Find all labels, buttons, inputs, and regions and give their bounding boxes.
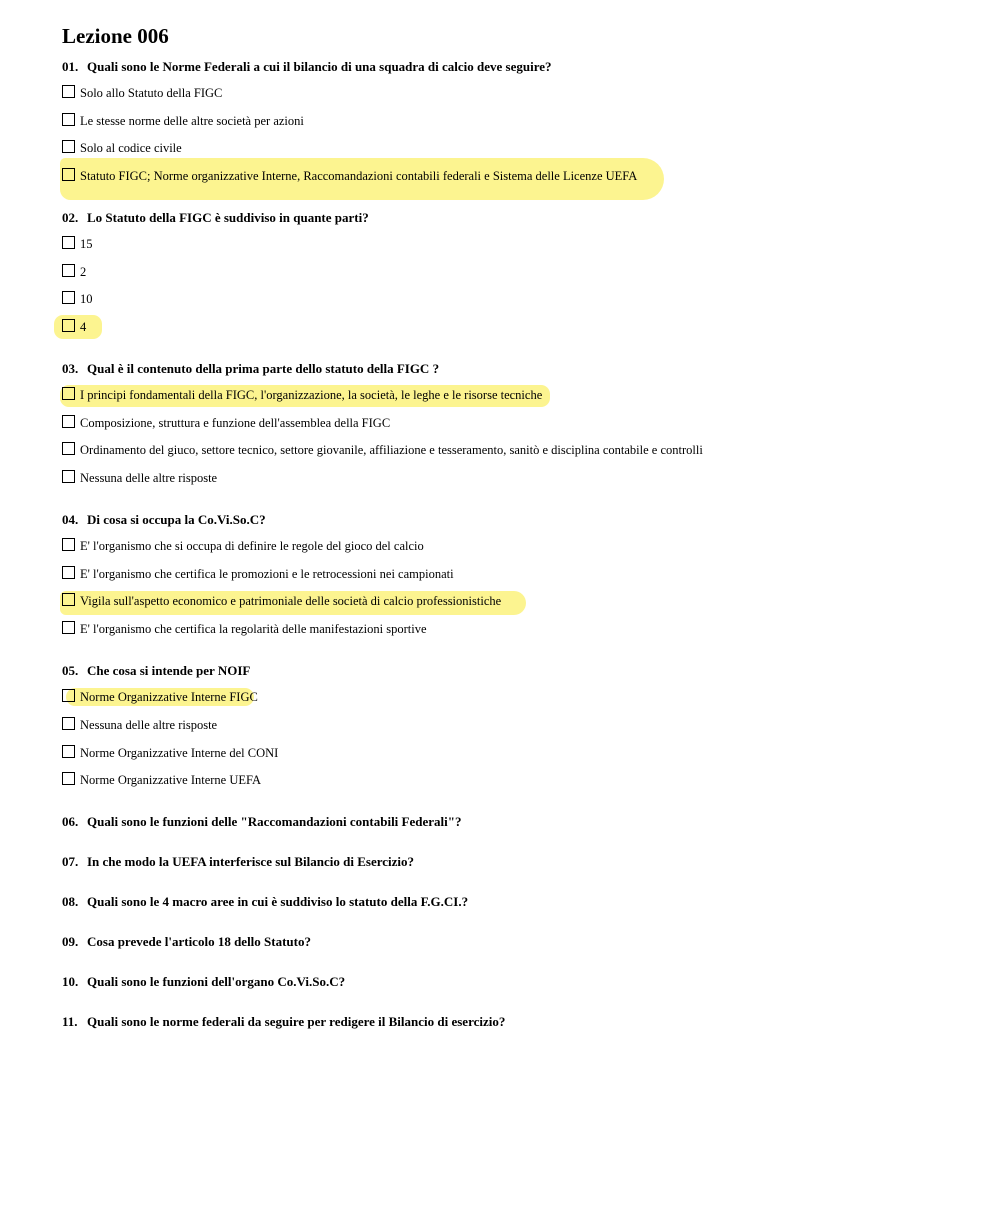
answer-text: E' l'organismo che certifica la regolarità delle manifestazioni sportive	[80, 622, 427, 636]
answer-checkbox[interactable]	[62, 745, 75, 758]
question-number: 05.	[62, 663, 79, 678]
answer-text: Le stesse norme delle altre società per azioni	[80, 114, 304, 128]
answer-checkbox[interactable]	[62, 717, 75, 730]
answer-checkbox[interactable]	[62, 113, 75, 126]
question-text: Lo Statuto della FIGC è suddiviso in quante parti?	[87, 210, 369, 225]
question-text: Quali sono le Norme Federali a cui il bilancio di una squadra di calcio deve seguire?	[87, 59, 552, 74]
answer-text: Composizione, struttura e funzione dell'assemblea della FIGC	[80, 416, 391, 430]
answer-text: Norme Organizzative Interne del CONI	[80, 746, 279, 760]
question-number: 09.	[62, 934, 79, 949]
answer-checkbox[interactable]	[62, 140, 75, 153]
question-heading	[62, 933, 311, 951]
answer-checkbox[interactable]	[62, 85, 75, 98]
answer-text: Norme Organizzative Interne UEFA	[80, 773, 262, 787]
answer-text: 4	[80, 320, 87, 334]
question-number: 10.	[62, 974, 79, 989]
question-text: Cosa prevede l'articolo 18 dello Statuto?	[87, 934, 311, 949]
answer-checkbox[interactable]	[62, 236, 75, 249]
question-heading	[62, 893, 468, 911]
question-number: 07.	[62, 854, 79, 869]
answer-checkbox[interactable]	[62, 470, 75, 483]
answer-text: Solo allo Statuto della FIGC	[80, 86, 223, 100]
answer-text: Nessuna delle altre risposte	[80, 471, 218, 485]
answer-text: I principi fondamentali della FIGC, l'organizzazione, la società, le leghe e le risorse tecniche	[80, 388, 543, 402]
question-text: Di cosa si occupa la Co.Vi.So.C?	[87, 512, 266, 527]
answer-checkbox[interactable]	[62, 538, 75, 551]
question-number: 03.	[62, 361, 79, 376]
question-number: 11.	[62, 1014, 78, 1029]
question-number: 04.	[62, 512, 79, 527]
answer-text: Norme Organizzative Interne FIGC	[80, 690, 258, 704]
page-title: Lezione 006	[62, 24, 169, 48]
answer-checkbox[interactable]	[62, 593, 75, 606]
question-number: 08.	[62, 894, 79, 909]
answer-checkbox[interactable]	[62, 772, 75, 785]
question-heading	[62, 973, 345, 991]
answer-checkbox[interactable]	[62, 168, 75, 181]
answer-checkbox[interactable]	[62, 442, 75, 455]
answer-text: 2	[80, 265, 87, 279]
answer-text: E' l'organismo che certifica le promozioni e le retrocessioni nei campionati	[80, 567, 454, 581]
question-text: Che cosa si intende per NOIF	[87, 663, 251, 678]
question-text: In che modo la UEFA interferisce sul Bilancio di Esercizio?	[87, 854, 415, 869]
answer-text: Statuto FIGC; Norme organizzative Interne, Raccomandazioni contabili federali e Sistema delle Licenze UEFA	[80, 169, 638, 183]
answer-text: 15	[80, 237, 93, 251]
question-text: Quali sono le 4 macro aree in cui è suddiviso lo statuto della F.G.CI.?	[87, 894, 469, 909]
question-heading	[62, 1013, 505, 1031]
question-text: Quali sono le norme federali da seguire per redigere il Bilancio di esercizio?	[87, 1014, 506, 1029]
question-text: Quali sono le funzioni dell'organo Co.Vi.So.C?	[87, 974, 346, 989]
answer-text: 10	[80, 292, 93, 306]
answer-text: Solo al codice civile	[80, 141, 182, 155]
question-heading	[62, 209, 369, 227]
answer-text: Ordinamento del giuco, settore tecnico, settore giovanile, affiliazione e tesseramento, sanitò e disciplina contabile e controlli	[80, 443, 703, 457]
answer-checkbox[interactable]	[62, 291, 75, 304]
question-number: 06.	[62, 814, 79, 829]
answer-checkbox[interactable]	[62, 689, 75, 702]
answer-checkbox[interactable]	[62, 621, 75, 634]
question-heading	[62, 58, 552, 76]
answer-checkbox[interactable]	[62, 566, 75, 579]
answer-text: Vigila sull'aspetto economico e patrimoniale delle società di calcio professionistiche	[80, 594, 502, 608]
answer-text: E' l'organismo che si occupa di definire le regole del gioco del calcio	[80, 539, 424, 553]
answer-text: Nessuna delle altre risposte	[80, 718, 218, 732]
question-heading	[62, 853, 414, 871]
question-text: Quali sono le funzioni delle "Raccomandazioni contabili Federali"?	[87, 814, 462, 829]
question-text: Qual è il contenuto della prima parte dello statuto della FIGC ?	[87, 361, 440, 376]
question-heading	[62, 813, 461, 831]
question-heading	[62, 662, 250, 680]
question-number: 02.	[62, 210, 79, 225]
answer-checkbox[interactable]	[62, 319, 75, 332]
question-number: 01.	[62, 59, 79, 74]
answer-checkbox[interactable]	[62, 264, 75, 277]
answer-checkbox[interactable]	[62, 387, 75, 400]
answer-checkbox[interactable]	[62, 415, 75, 428]
question-heading	[62, 511, 266, 529]
question-heading	[62, 360, 439, 378]
